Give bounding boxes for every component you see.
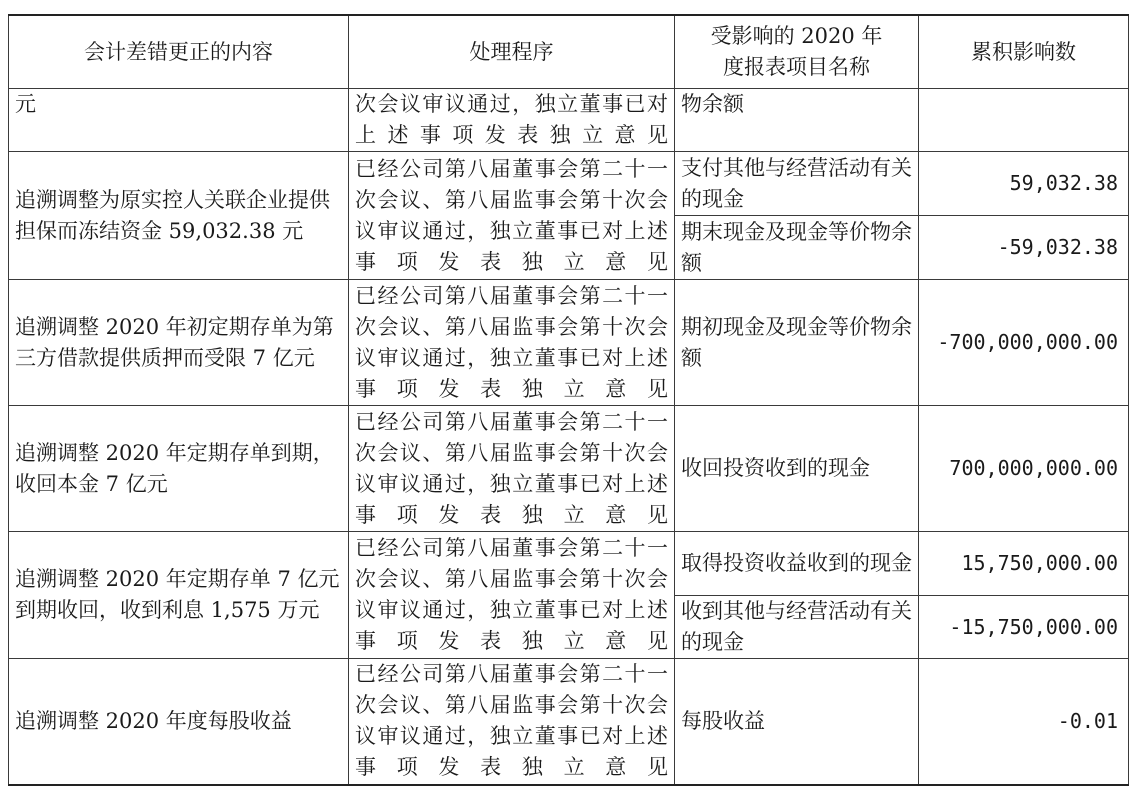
row-procedure: 已经公司第八届董事会第二十一次会议、第八届监事会第十次会议审议通过，独立董事已对上述事项发表独立意见 bbox=[349, 152, 675, 280]
header-content: 会计差错更正的内容 bbox=[9, 15, 349, 89]
row-item: 支付其他与经营活动有关的现金 bbox=[675, 152, 919, 216]
table-row bbox=[9, 406, 1129, 532]
row-item: 期初现金及现金等价物余额 bbox=[675, 280, 919, 406]
row-item: 期末现金及现金等价物余额 bbox=[675, 216, 919, 280]
table-row bbox=[9, 532, 1129, 596]
header-amount: 累积影响数 bbox=[919, 15, 1129, 89]
row-content: 追溯调整 2020 年定期存单 7 亿元到期收回，收到利息 1,575 万元 bbox=[9, 532, 349, 659]
row-procedure: 已经公司第八届董事会第二十一次会议、第八届监事会第十次会议审议通过，独立董事已对上述事项发表独立意见 bbox=[349, 659, 675, 785]
row-amount: 700,000,000.00 bbox=[919, 406, 1129, 532]
row-procedure: 已经公司第八届董事会第二十一次会议、第八届监事会第十次会议审议通过，独立董事已对上述事项发表独立意见 bbox=[349, 280, 675, 406]
header-procedure: 处理程序 bbox=[349, 15, 675, 89]
table-row bbox=[9, 280, 1129, 406]
header-items: 受影响的 2020 年度报表项目名称 bbox=[675, 15, 919, 89]
table-row bbox=[9, 659, 1129, 785]
row-amount: -0.01 bbox=[919, 659, 1129, 785]
row-item: 每股收益 bbox=[675, 659, 919, 785]
row-content: 追溯调整 2020 年度每股收益 bbox=[9, 659, 349, 785]
row-procedure: 次会议审议通过，独立董事已对上述事项发表独立意见 bbox=[349, 89, 675, 152]
row-amount: -15,750,000.00 bbox=[919, 596, 1129, 659]
row-amount bbox=[919, 89, 1129, 152]
row-content: 追溯调整为原实控人关联企业提供担保而冻结资金 59,032.38 元 bbox=[9, 152, 349, 280]
row-procedure: 已经公司第八届董事会第二十一次会议、第八届监事会第十次会议审议通过，独立董事已对上述事项发表独立意见 bbox=[349, 406, 675, 532]
table-header-row bbox=[9, 15, 1129, 89]
table-row bbox=[9, 152, 1129, 216]
row-item: 物余额 bbox=[675, 89, 919, 152]
row-procedure: 已经公司第八届董事会第二十一次会议、第八届监事会第十次会议审议通过，独立董事已对上述事项发表独立意见 bbox=[349, 532, 675, 659]
row-item: 收到其他与经营活动有关的现金 bbox=[675, 596, 919, 659]
row-amount: -59,032.38 bbox=[919, 216, 1129, 280]
row-amount: 59,032.38 bbox=[919, 152, 1129, 216]
row-amount: 15,750,000.00 bbox=[919, 532, 1129, 596]
row-content: 追溯调整 2020 年定期存单到期，收回本金 7 亿元 bbox=[9, 406, 349, 532]
row-item: 取得投资收益收到的现金 bbox=[675, 532, 919, 596]
row-content: 追溯调整 2020 年初定期存单为第三方借款提供质押而受限 7 亿元 bbox=[9, 280, 349, 406]
row-content: 元 bbox=[9, 89, 349, 152]
table-row bbox=[9, 89, 1129, 152]
row-item: 收回投资收到的现金 bbox=[675, 406, 919, 532]
correction-table bbox=[8, 14, 1129, 786]
row-amount: -700,000,000.00 bbox=[919, 280, 1129, 406]
